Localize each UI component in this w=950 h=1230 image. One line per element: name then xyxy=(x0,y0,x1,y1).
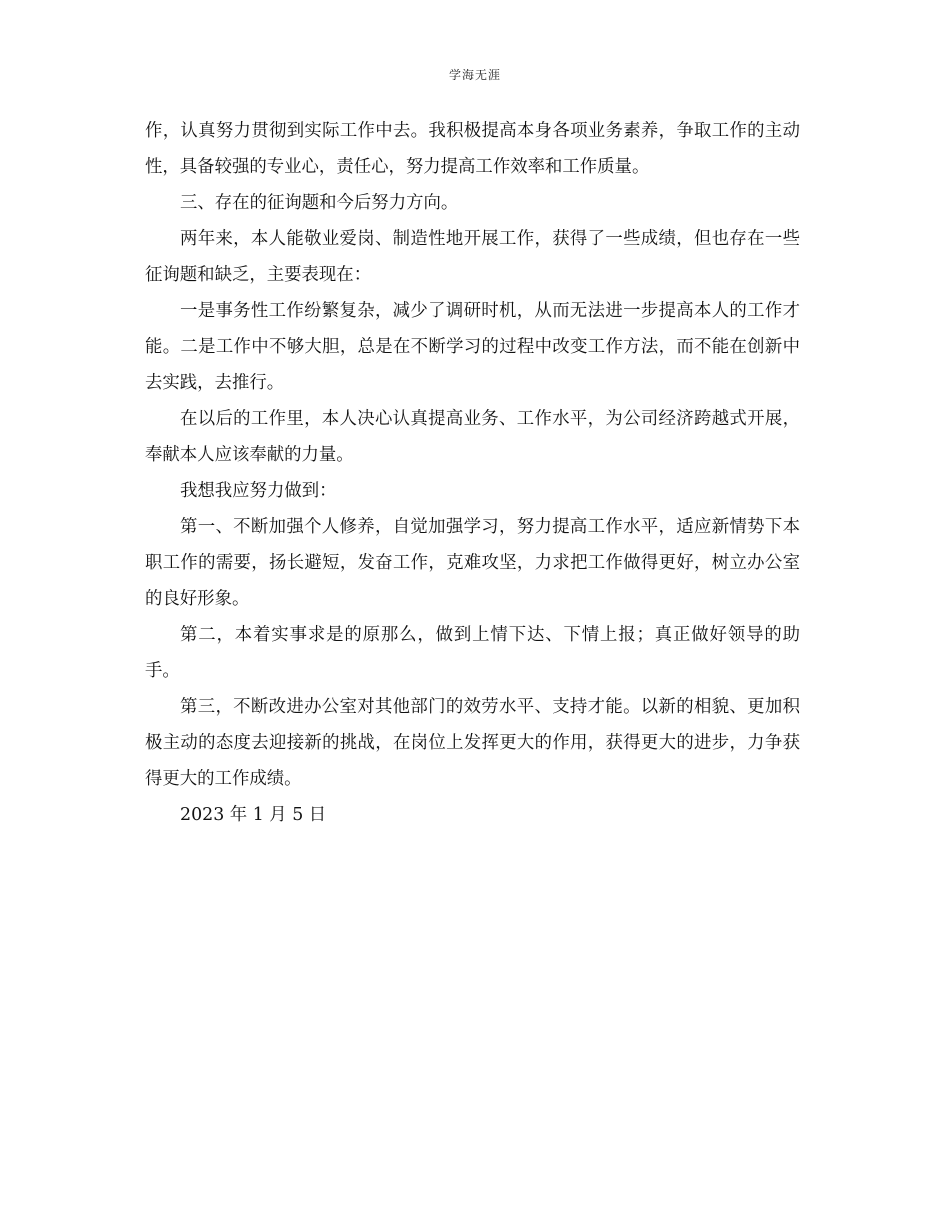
page-header: 学海无涯 xyxy=(448,68,501,82)
section-heading: 三、存在的征询题和今后努力方向。 xyxy=(180,193,459,213)
paragraph: 作，认真努力贯彻到实际工作中去。我积极提高本身各项业务素养，争取工作的主动性，具备较强的专业心，责任心，努力提高工作效率和工作质量。 xyxy=(145,121,800,177)
paragraph: 两年来，本人能敬业爱岗、制造性地开展工作，获得了一些成绩，但也存在一些征询题和缺乏，主要表现在： xyxy=(145,229,800,285)
paragraph: 一是事务性工作纷繁复杂，减少了调研时机，从而无法进一步提高本人的工作才能。二是工作中不够大胆，总是在不断学习的过程中改变工作方法，而不能在创新中去实践，去推行。 xyxy=(145,301,800,393)
document-date: 2023 年 1 月 5 日 xyxy=(180,805,327,825)
paragraph: 第二，本着实事求是的原那么，做到上情下达、下情上报；真正做好领导的助手。 xyxy=(145,625,800,681)
paragraph: 在以后的工作里，本人决心认真提高业务、工作水平，为公司经济跨越式开展，奉献本人应该奉献的力量。 xyxy=(145,409,800,465)
paragraph: 第三，不断改进办公室对其他部门的效劳水平、支持才能。以新的相貌、更加积极主动的态度去迎接新的挑战，在岗位上发挥更大的作用，获得更大的进步，力争获得更大的工作成绩。 xyxy=(145,697,800,789)
paragraph: 第一、不断加强个人修养，自觉加强学习，努力提高工作水平，适应新情势下本职工作的需要，扬长避短，发奋工作，克难攻坚，力求把工作做得更好，树立办公室的良好形象。 xyxy=(145,517,800,609)
document-body xyxy=(145,113,800,833)
paragraph: 我想我应努力做到： xyxy=(180,481,337,501)
